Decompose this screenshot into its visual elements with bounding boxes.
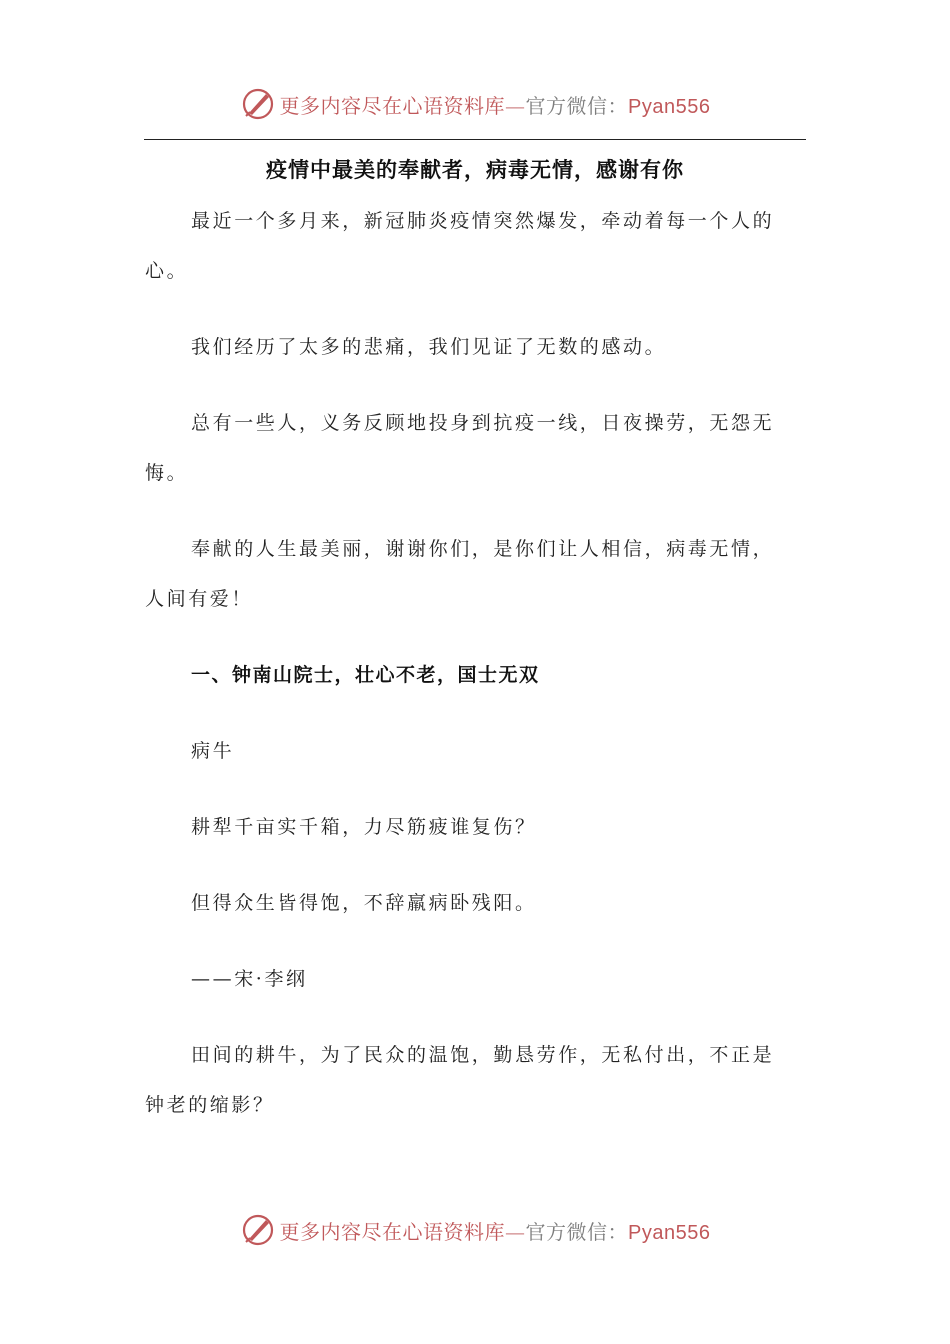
banner-dash: —	[505, 1219, 526, 1244]
paragraph: 田间的耕牛，为了民众的温饱，勤恳劳作，无私付出，不正是钟老的缩影？	[145, 1044, 775, 1116]
document-body	[145, 196, 795, 1156]
header-divider	[144, 139, 806, 140]
banner-dash: —	[505, 93, 526, 118]
banner-wechat-label: 官方微信：	[525, 93, 629, 118]
paragraph: 奉献的人生最美丽，谢谢你们，是你们让人相信，病毒无情，人间有爱！	[145, 538, 775, 610]
quill-pen-logo-icon	[240, 1212, 276, 1248]
footer-banner	[0, 1208, 950, 1252]
paragraph: 总有一些人，义务反顾地投身到抗疫一线，日夜操劳，无怨无悔。	[145, 412, 775, 484]
banner-text	[280, 90, 711, 119]
paragraph: 我们经历了太多的悲痛，我们见证了无数的感动。	[191, 336, 667, 358]
banner-text	[280, 1216, 711, 1245]
poem-title: 病牛	[191, 740, 235, 762]
poem-line: 耕犁千亩实千箱，力尽筋疲谁复伤？	[191, 816, 537, 838]
quill-pen-logo-icon	[240, 86, 276, 122]
banner-wechat-label: 官方微信：	[525, 1219, 629, 1244]
section-heading: 一、钟南山院士，壮心不老，国士无双	[191, 664, 540, 686]
poem-line: 但得众生皆得饱，不辞羸病卧残阳。	[191, 892, 537, 914]
paragraph: 最近一个多月来，新冠肺炎疫情突然爆发，牵动着每一个人的心。	[145, 210, 775, 282]
banner-wechat-id: Pyan556	[628, 95, 711, 118]
header-banner	[0, 82, 950, 126]
banner-main-text: 更多内容尽在心语资料库	[279, 93, 506, 118]
banner-wechat-id: Pyan556	[628, 1221, 711, 1244]
poem-author: ——宋·李纲	[191, 968, 308, 990]
banner-main-text: 更多内容尽在心语资料库	[279, 1219, 506, 1244]
document-title: 疫情中最美的奉献者，病毒无情，感谢有你	[266, 158, 684, 182]
